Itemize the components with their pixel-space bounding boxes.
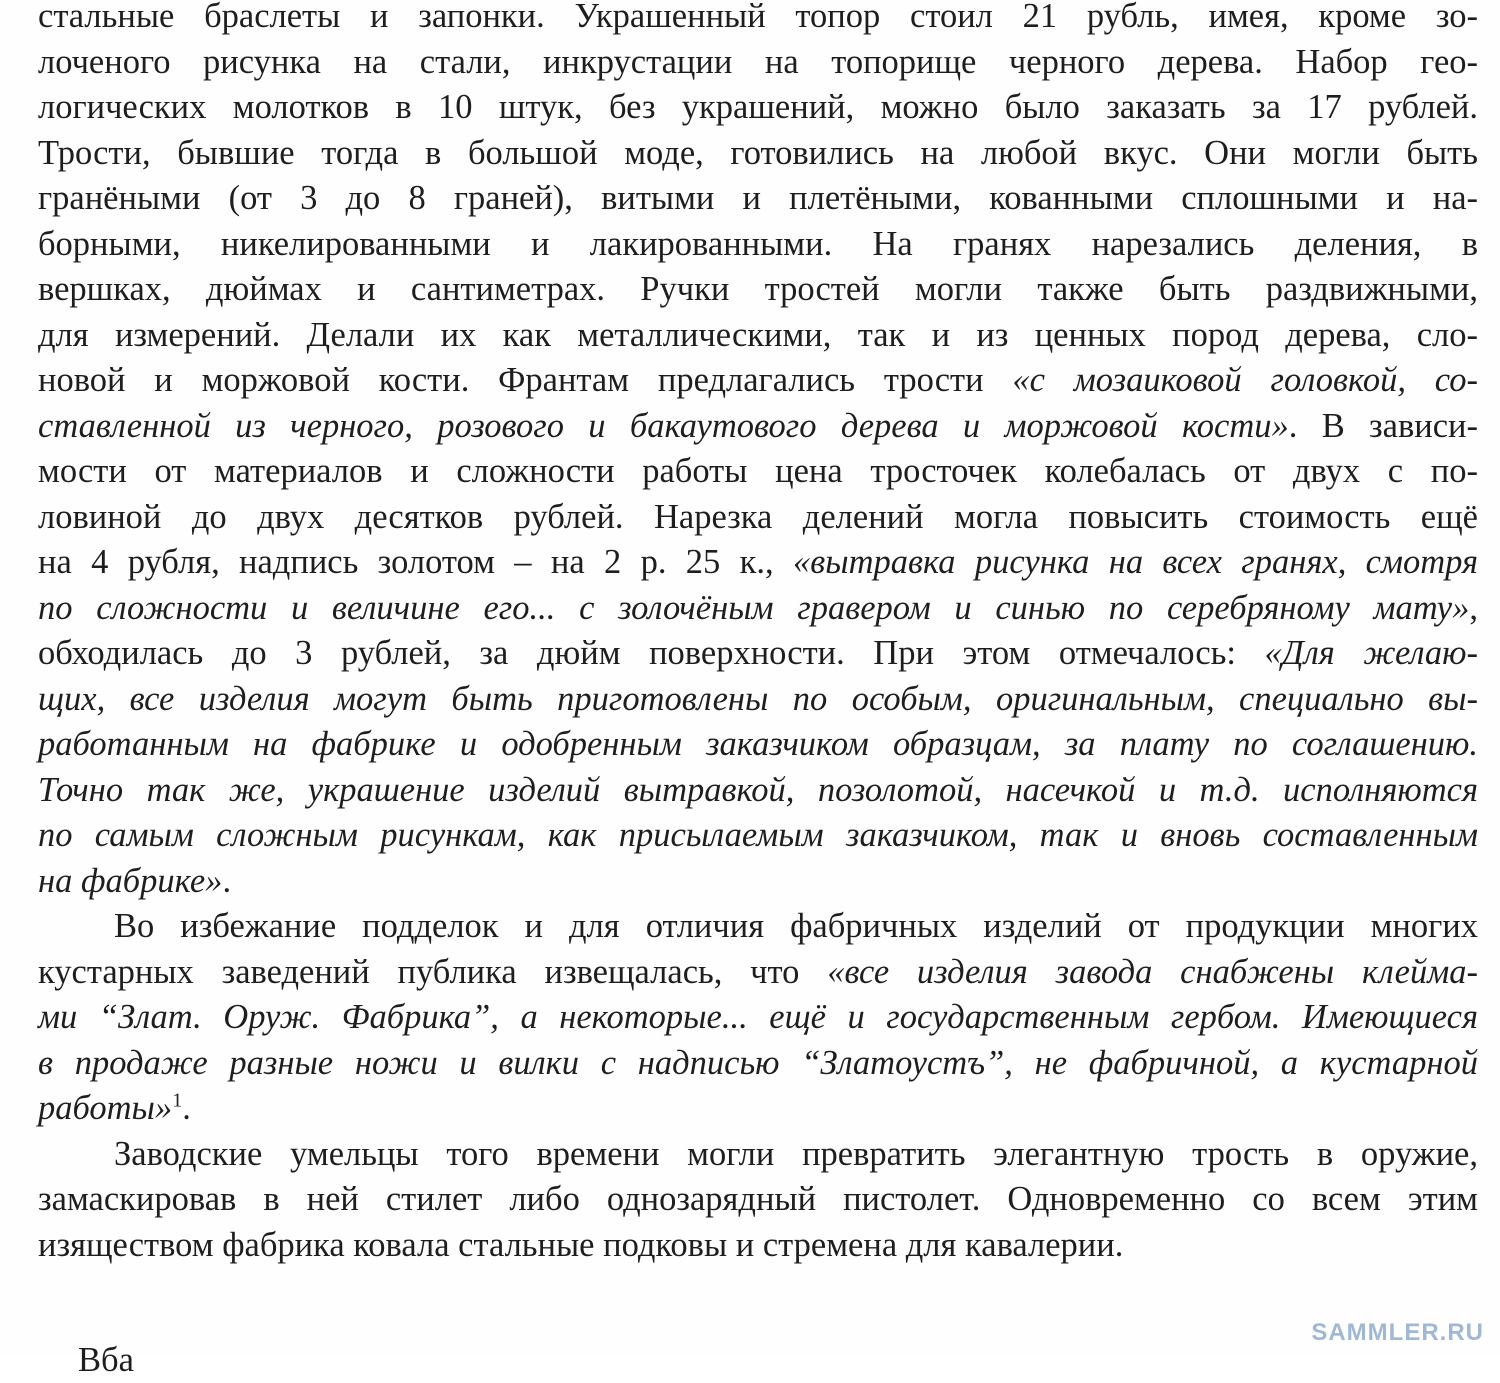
- text-run: изяществом фабрика ковала стальные подковы и стремена для кавалерии.: [38, 1225, 1124, 1264]
- footnote-marker: 1: [172, 1089, 183, 1112]
- quoted-italic-text: ставленной из черного, розового и бакаутового дерева и моржовой кости»: [38, 406, 1289, 445]
- text-line: [38, 1041, 1478, 1087]
- quoted-italic-text: по самым сложным рисункам, как присылаемым заказчиком, так и вновь составленным: [38, 816, 1478, 854]
- text-run: ,: [1469, 588, 1478, 627]
- text-line: [38, 722, 1478, 768]
- text-line: [38, 0, 1478, 40]
- text-line: [38, 540, 1478, 586]
- text-line: [38, 586, 1478, 632]
- text-line: [38, 495, 1478, 541]
- text-run: .: [222, 861, 232, 900]
- text-line: [38, 267, 1478, 313]
- quoted-italic-text: ми “Злат. Оруж. Фабрика”, а некоторые... ещё и государственным гербом. Имеющиеся: [38, 998, 1478, 1036]
- text-line: [38, 995, 1478, 1041]
- text-run: Трости, бывшие тогда в большой моде, готовились на любой вкус. Они могли быть: [38, 133, 1478, 172]
- text-line: [38, 176, 1478, 222]
- text-run: кустарных заведений публика извещалась, что: [38, 952, 828, 991]
- text-line: [38, 358, 1478, 404]
- text-run: новой и моржовой кости. Франтам предлагались трости: [38, 361, 1013, 399]
- text-line: [38, 449, 1478, 495]
- text-run: ловиной до двух десятков рублей. Нарезка делений могла повысить стоимость ещё: [38, 497, 1478, 536]
- quoted-italic-text: на фабрике»: [38, 861, 223, 900]
- text-run: вершках, дюймах и сантиметрах. Ручки тростей могли также быть раздвижными,: [38, 270, 1478, 308]
- text-run: лоченого рисунка на стали, инкрустации на топорище черного дерева. Набор гео-: [38, 42, 1478, 81]
- text-line: [38, 631, 1478, 677]
- quoted-italic-text: по сложности и величине его... с золочёным гравером и синью по серебряному мату»: [38, 588, 1470, 627]
- text-run: гранёными (от 3 до 8 граней), витыми и плетёными, кованными сплошными и на-: [38, 179, 1478, 217]
- text-line: [38, 1132, 1478, 1178]
- paragraph: [38, 904, 1478, 1132]
- quoted-italic-text: «вытравка рисунка на всех гранях, смотря: [792, 543, 1479, 581]
- text-line: [38, 1086, 1478, 1132]
- text-run: мости от материалов и сложности работы цена тросточек колебалась от двух с по-: [38, 452, 1478, 490]
- text-run: .: [182, 1089, 191, 1127]
- text-line: [38, 904, 1478, 950]
- paragraph: [38, 1132, 1478, 1269]
- text-line: [38, 813, 1478, 859]
- text-run: Во избежание подделок и для отличия фабричных изделий от продукции многих: [114, 907, 1478, 945]
- text-run: для измерений. Делали их как металлическими, так и из ценных пород дерева, сло-: [38, 315, 1478, 354]
- text-line: [38, 222, 1478, 268]
- quoted-italic-text: «Для желаю-: [1264, 634, 1478, 672]
- text-line: [38, 40, 1478, 86]
- text-line: [38, 859, 1478, 905]
- text-run: борными, никелированными и лакированными. На гранях нарезались деления, в: [38, 224, 1478, 263]
- text-run: на 4 рубля, надпись золотом – на 2 р. 25 к.,: [38, 543, 793, 581]
- quoted-italic-text: работанным на фабрике и одобренным заказчиком образцам, за плату по соглашению.: [38, 725, 1478, 763]
- text-run: замаскировав в ней стилет либо однозарядный пистолет. Одновременно со всем этим: [38, 1180, 1478, 1218]
- cut-off-next-paragraph: Вба: [78, 1341, 134, 1379]
- text-run: Заводские умельцы того времени могли превратить элегантную трость в оружие,: [114, 1134, 1478, 1173]
- text-line: [38, 313, 1478, 359]
- quoted-italic-text: в продаже разные ножи и вилки с надписью “Златоустъ”, не фабричной, а кустарной: [38, 1043, 1478, 1082]
- quoted-italic-text: работы»: [38, 1089, 173, 1127]
- quoted-italic-text: щих, все изделия могут быть приготовлены по особым, оригинальным, специально вы-: [38, 679, 1478, 718]
- text-line: [38, 768, 1478, 814]
- text-line: [38, 404, 1478, 450]
- quoted-italic-text: «все изделия завода снабжены клейма-: [827, 952, 1478, 991]
- paragraph: [38, 0, 1478, 904]
- text-run: . В зависи-: [1288, 406, 1478, 445]
- body-text: [38, 0, 1478, 1268]
- text-line: [38, 131, 1478, 177]
- text-run: логических молотков в 10 штук, без украшений, можно было заказать за 17 рублей.: [38, 88, 1478, 126]
- text-line: [38, 677, 1478, 723]
- quoted-italic-text: Точно так же, украшение изделий вытравкой, позолотой, насечкой и т.д. исполняются: [38, 770, 1478, 809]
- text-line: [38, 85, 1478, 131]
- text-line: [38, 950, 1478, 996]
- watermark-logo: SAMMLER.RU: [1311, 1319, 1484, 1346]
- text-run: стальные браслеты и запонки. Украшенный топор стоил 21 рубль, имея, кроме зо-: [38, 0, 1478, 35]
- quoted-italic-text: «с мозаиковой головкой, со-: [1012, 361, 1478, 399]
- text-line: [38, 1223, 1478, 1269]
- text-run: обходилась до 3 рублей, за дюйм поверхности. При этом отмечалось:: [38, 634, 1265, 672]
- text-line: [38, 1177, 1478, 1223]
